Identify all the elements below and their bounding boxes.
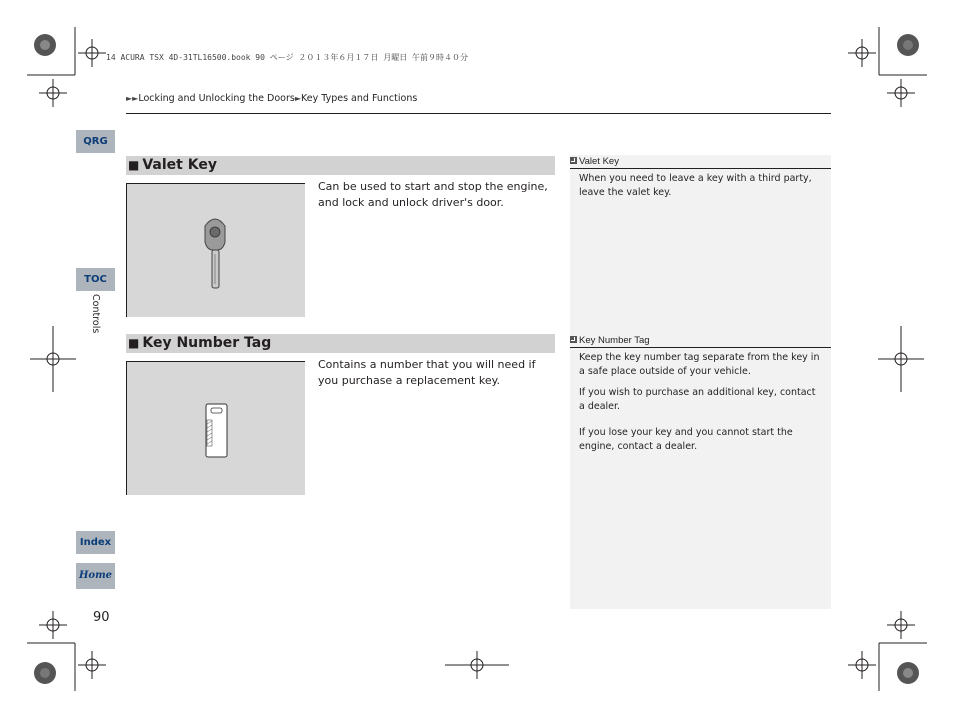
breadcrumb [126,93,417,104]
print-header: 14 ACURA TSX 4D-31TL16500.book 90 ページ ２０１３年６月１７日 月曜日 午前９時４０分 [106,53,469,62]
breadcrumb-link-locking[interactable]: Locking and Unlocking the Doors [138,93,295,104]
index-button[interactable]: Index [76,531,115,554]
page-number: 90 [93,610,110,625]
section-title: Key Number Tag [142,335,272,351]
toc-button[interactable]: TOC [76,268,115,291]
section-header-valet-key [126,156,555,175]
note-paragraph: If you lose your key and you cannot start the engine, contact a dealer. [579,427,793,452]
key-number-tag-description: Contains a number that you will need if you purchase a replacement key. [318,358,536,387]
valet-key-illustration [126,183,305,317]
qrg-button[interactable]: QRG [76,130,115,153]
breadcrumb-current: Key Types and Functions [301,93,418,104]
note-rule [570,168,831,169]
valet-key-icon [127,184,305,317]
valet-key-description: Can be used to start and stop the engine, and lock and unlock driver's door. [318,180,548,209]
section-title: Valet Key [142,157,217,173]
chapter-tab-label: Controls [90,294,101,334]
breadcrumb-separator: ► [294,94,302,103]
section-marker: ■ [128,158,140,172]
breadcrumb-arrows: ►► [126,94,139,103]
note-paragraph: When you need to leave a key with a third party, leave the valet key. [579,173,812,198]
reference-icon [570,336,577,343]
header-rule [126,113,831,114]
note-rule [570,347,831,348]
note-paragraph: If you wish to purchase an additional key, contact a dealer. [579,387,816,412]
section-marker: ■ [128,336,140,350]
home-button[interactable] [76,563,115,589]
section-header-key-number-tag [126,334,555,353]
note-title-key-number-tag: Key Number Tag [570,335,650,346]
note-title-valet-key: Valet Key [570,156,619,167]
reference-icon [570,157,577,164]
notes-sidebar [570,155,831,609]
home-label: Home [78,570,113,581]
key-number-tag-illustration [126,361,305,495]
note-paragraph: Keep the key number tag separate from the key in a safe place outside of your vehicle. [579,352,820,377]
key-tag-icon [127,362,305,495]
